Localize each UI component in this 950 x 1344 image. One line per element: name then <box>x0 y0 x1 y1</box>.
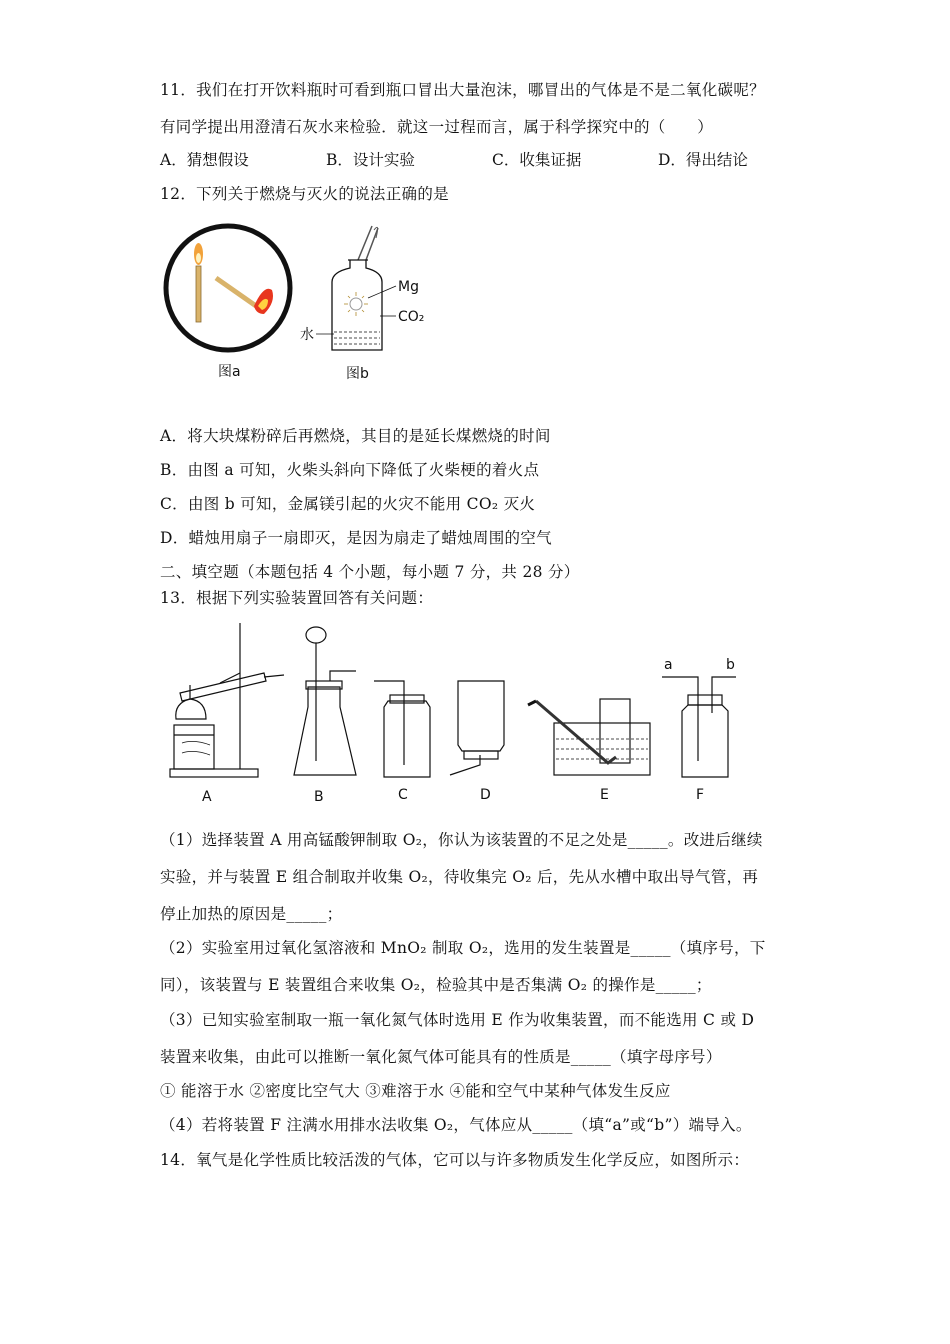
q11-option-a: A．猜想假设 <box>160 151 249 169</box>
label-port-b: b <box>726 657 735 673</box>
figure-b <box>296 220 436 390</box>
q13-p3-line1: （3）已知实验室制取一瓶一氧化氮气体时选用 E 作为收集装置，而不能选用 C 或 D <box>160 1011 755 1029</box>
label-b: B <box>314 789 324 805</box>
burning-mg-icon <box>344 292 368 316</box>
q12-option-a: A．将大块煤粉碎后再燃烧，其目的是延长煤燃烧的时间 <box>160 427 551 445</box>
figure-a-label: 图a <box>218 364 241 380</box>
q12-option-b: B．由图 a 可知，火柴头斜向下降低了火柴梗的着火点 <box>160 461 540 479</box>
upright-match-icon <box>196 266 201 322</box>
tilted-match-icon <box>216 278 256 306</box>
label-f: F <box>696 787 705 803</box>
apparatus-a <box>170 623 284 777</box>
q13-p3-line3: ① 能溶于水 ②密度比空气大 ③难溶于水 ④能和空气中某种气体发生反应 <box>160 1082 671 1100</box>
section-2-heading: 二、填空题（本题包括 4 个小题，每小题 7 分，共 28 分） <box>160 563 580 581</box>
label-port-a: a <box>664 657 673 673</box>
q14-stem: 14．氧气是化学性质比较活泼的气体，它可以与许多物质发生化学反应，如图所示： <box>160 1151 750 1169</box>
label-d: D <box>480 787 491 803</box>
label-water: 水 <box>300 327 314 343</box>
q11-option-c: C．收集证据 <box>492 151 582 169</box>
tongs-icon <box>358 226 378 260</box>
water-layer <box>334 332 380 344</box>
q13-stem: 13．根据下列实验装置回答有关问题： <box>160 589 434 607</box>
q11-line1: 11．我们在打开饮料瓶时可看到瓶口冒出大量泡沫，哪冒出的气体是不是二氧化碳呢？ <box>160 81 765 99</box>
figure-a <box>160 220 300 390</box>
apparatus-e <box>528 699 650 775</box>
label-e: E <box>600 787 609 803</box>
q13-p1-line3: 停止加热的原因是_____； <box>160 905 343 923</box>
q12-option-d: D．蜡烛用扇子一扇即灭，是因为扇走了蜡烛周围的空气 <box>160 529 552 547</box>
q12-stem: 12．下列关于燃烧与灭火的说法正确的是 <box>160 185 449 203</box>
q13-p2-line2: 同），该装置与 E 装置组合来收集 O₂，检验其中是否集满 O₂ 的操作是_____； <box>160 976 712 994</box>
q13-p1-line2: 实验，并与装置 E 组合制取并收集 O₂，待收集完 O₂ 后，先从水槽中取出导气管，再 <box>160 868 759 886</box>
q12-option-c: C．由图 b 可知，金属镁引起的火灾不能用 CO₂ 灭火 <box>160 495 536 513</box>
figure-b-label: 图b <box>346 366 369 382</box>
apparatus-d <box>450 681 504 775</box>
q11-option-d: D．得出结论 <box>658 151 748 169</box>
apparatus-figure <box>160 615 790 815</box>
label-c: C <box>398 787 408 803</box>
label-mg: Mg <box>398 279 419 295</box>
q11-option-b: B．设计实验 <box>326 151 415 169</box>
q13-p1-line1: （1）选择装置 A 用高锰酸钾制取 O₂，你认为该装置的不足之处是_____。改进后继续 <box>160 831 763 849</box>
apparatus-c <box>374 681 430 777</box>
apparatus-f <box>662 677 736 777</box>
label-a: A <box>202 789 212 805</box>
q11-line2: 有同学提出用澄清石灰水来检验．就这一过程而言，属于科学探究中的（ ） <box>160 118 714 136</box>
q13-p4-line1: （4）若将装置 F 注满水用排水法收集 O₂，气体应从_____（填“a”或“b”）端导入。 <box>160 1116 752 1134</box>
q13-p3-line2: 装置来收集，由此可以推断一氧化氮气体可能具有的性质是_____（填字母序号） <box>160 1048 722 1066</box>
q13-p2-line1: （2）实验室用过氧化氢溶液和 MnO₂ 制取 O₂，选用的发生装置是_____（填序号，下 <box>160 939 766 957</box>
label-co2: CO₂ <box>398 309 425 325</box>
apparatus-b <box>294 627 356 775</box>
